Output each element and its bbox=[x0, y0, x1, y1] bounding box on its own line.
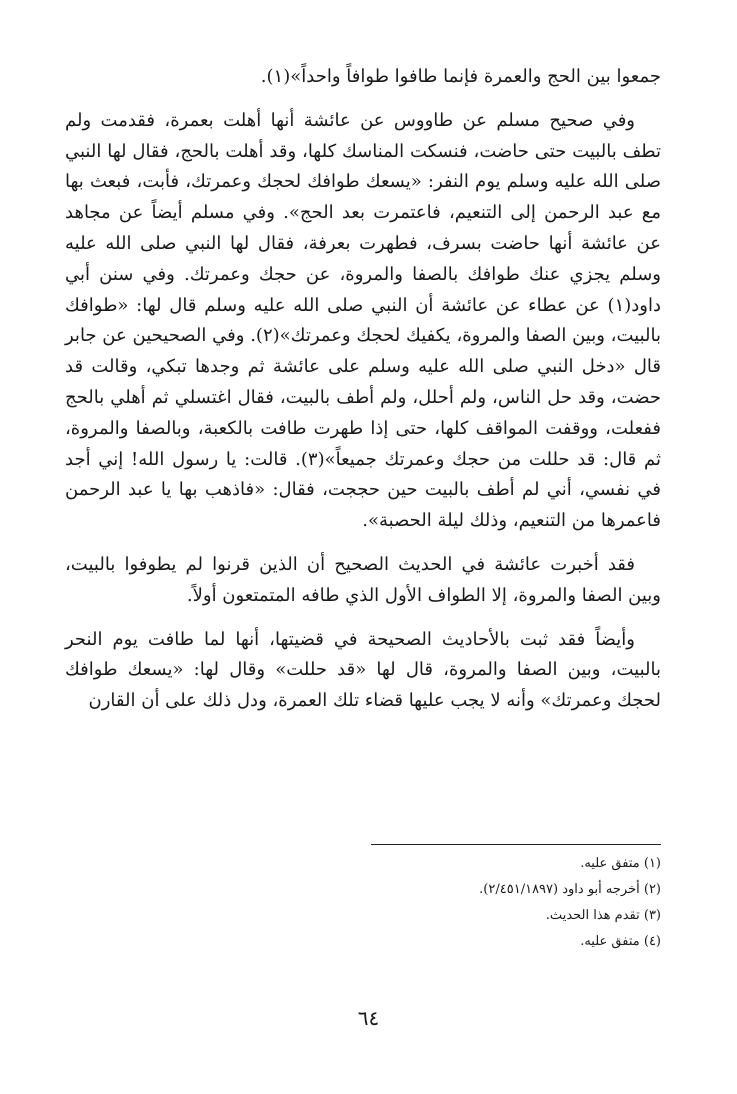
paragraph-3: فقد أخبرت عائشة في الحديث الصحيح أن الذين قرنوا لم يطوفوا بالبيت، وبين الصفا والمروة، إلا الطواف الأول الذي طافه المتمتعون أولاً. bbox=[65, 553, 661, 606]
footnote-2: (٢) أخرجه أبو داود (٢/٤٥١/١٨٩٧). bbox=[479, 882, 661, 897]
paragraph-2: وفي صحيح مسلم عن طاووس عن عائشة أنها أهلت بعمرة، فقدمت ولم تطف بالبيت حتى حاضت، فنسكت المناسك كلها، وقد أهلت بالحج، فقال لها النبي صلى الله عليه وسلم يوم النفر: «يسعك طوافك لحجك وعمرتك، فأبت، فبعث بها مع عبد الرحمن إلى التنعيم، فاعتمرت بعد الحج». وفي مسلم أيضاً عن مجاهد عن عائشة أنها حاضت بسرف، فطهرت بعرفة، فقال لها النبي صلى الله عليه وسلم يجزي عنك طوافك بالصفا والمروة، عن حجك وعمرتك. وفي سنن أبي داود(١) عن عطاء عن عائشة أن النبي صلى الله عليه وسلم قال لها: «طوافك بالبيت، وبين الصفا والمروة، يكفيك لحجك وعمرتك»(٢). وفي الصحيحين عن جابر قال «دخل النبي صلى الله عليه وسلم على عائشة ثم وجدها تبكي، وقالت قد حضت، وقد حل الناس، ولم أحلل، ولم أطف بالبيت، فقال اغتسلي ثم أهلي بالحج ففعلت، ووقفت المواقف كلها، حتى إذا طهرت طافت بالكعبة، وبالصفا والمروة، ثم قال: قد حللت من حجك وعمرتك جميعاً»(٣). قالت: يا رسول الله! إني أجد في نفسي، أني لم أطف بالبيت حين حججت، فقال: «فاذهب بها يا عبد الرحمن فاعمرها من التنعيم، وذلك ليلة الحصبة». bbox=[65, 109, 661, 532]
footnote-4: (٤) متفق عليه. bbox=[580, 934, 661, 949]
footnote-1: (١) متفق عليه. bbox=[580, 856, 661, 871]
footnote-divider bbox=[371, 844, 661, 845]
footnotes-list bbox=[65, 851, 661, 955]
page-number: ٦٤ bbox=[357, 1006, 380, 1030]
main-text bbox=[65, 62, 661, 717]
footnote-3: (٣) تقدم هذا الحديث. bbox=[545, 908, 661, 923]
paragraph-4: وأيضاً فقد ثبت بالأحاديث الصحيحة في قضيتها، أنها لما طافت يوم النحر بالبيت، وبين الصفا والمروة، قال لها «قد حللت» وقال لها: «يسعك طوافك لحجك وعمرتك» وأنه لا يجب عليها قضاء تلك العمرة، ودل ذلك على أن القارن bbox=[65, 628, 661, 712]
paragraph-1: جمعوا بين الحج والعمرة فإنما طافوا طوافاً واحداً»(١). bbox=[260, 66, 661, 87]
